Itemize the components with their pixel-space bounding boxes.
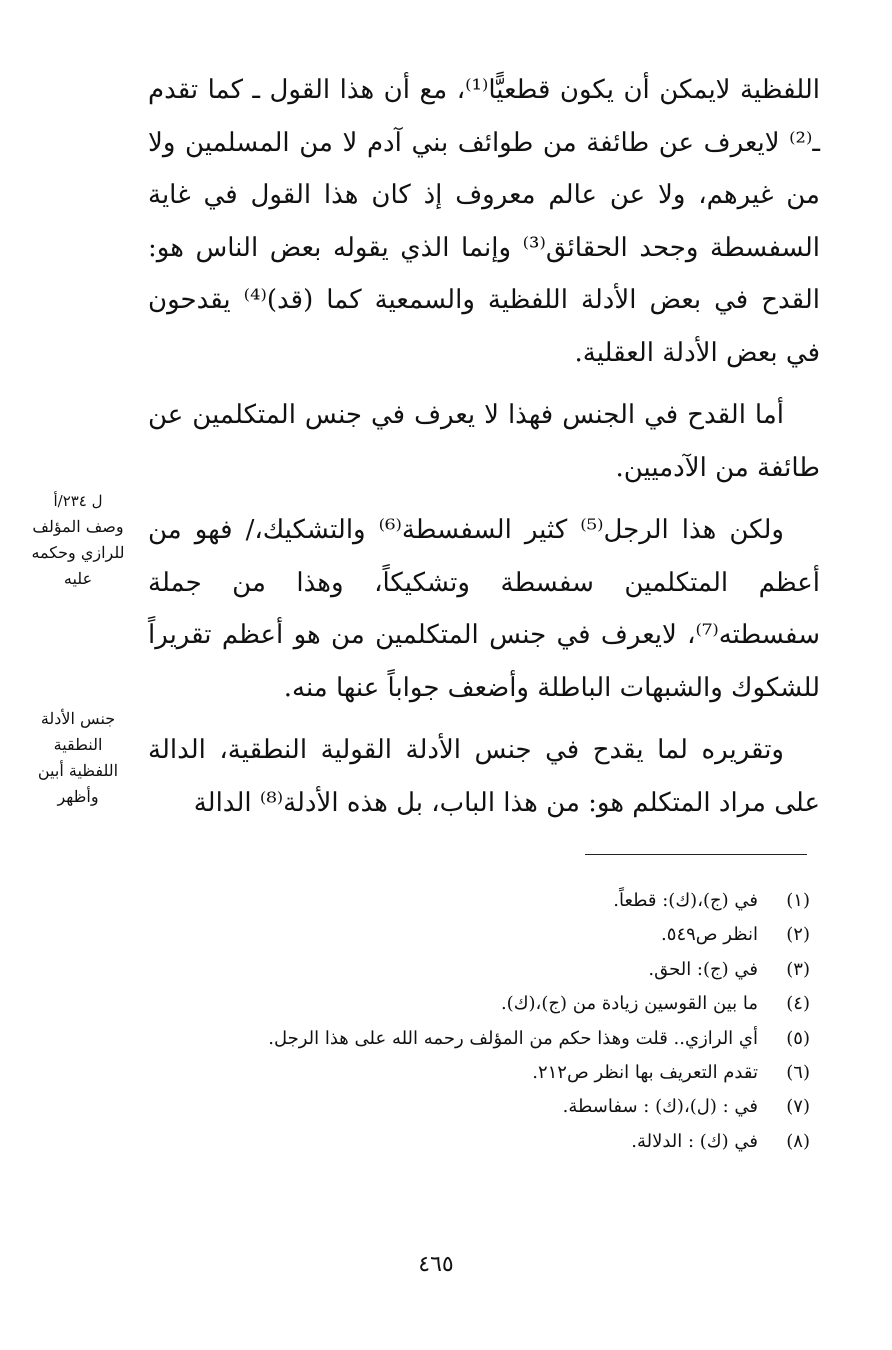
footnote-number: (٥) xyxy=(786,1027,810,1049)
paragraph-3: ولكن هذا الرجل⁽⁵⁾ كثير السفسطة⁽⁶⁾ والتشكيك،/ فهو من أعظم المتكلمين سفسطة وتشكيكاً، وهذا من جملة سفسطته⁽⁷⁾، لايعرف في جنس المتكلمين من هو أعظم تقريراً للشكوك والشبهات الباطلة وأضعف جواباً عنها منه. xyxy=(148,515,820,703)
footnote xyxy=(150,884,818,918)
footnote-number: (٢) xyxy=(786,924,810,946)
footnotes xyxy=(150,884,818,1159)
paragraph-4: وتقريره لما يقدح في جنس الأدلة القولية النطقية، الدالة على مراد المتكلم هو: من هذا الباب، بل هذه الأدلة⁽⁸⁾ الدالة xyxy=(148,735,820,818)
margin-note-author-on-razi xyxy=(28,488,128,592)
paragraph-2: أما القدح في الجنس فهذا لا يعرف في جنس المتكلمين عن طائفة من الآدميين. xyxy=(148,400,820,483)
footnote-text: في (ك) : الدلالة. xyxy=(631,1130,758,1152)
footnote-text: أي الرازي.. قلت وهذا حكم من المؤلف رحمه الله على هذا الرجل. xyxy=(268,1027,758,1049)
margin-note-verbal-evidence xyxy=(28,706,128,810)
footnote-separator xyxy=(585,854,807,855)
footnote-text: في (ج)،(ك): قطعاً. xyxy=(613,890,758,911)
footnote xyxy=(150,1022,818,1056)
footnote-number: (٧) xyxy=(786,1096,810,1118)
margin-note-text: وصف المؤلف للرازي وحكمه عليه xyxy=(31,517,125,588)
margin-note-text: جنس الأدلة النطقية اللفظية أبين وأظهر xyxy=(37,709,119,806)
main-text-body xyxy=(148,64,820,839)
page-number: ٤٦٥ xyxy=(418,1252,454,1277)
footnote-number: (٣) xyxy=(786,958,810,980)
footnote-text: في (ج): الحق. xyxy=(648,958,758,980)
footnote xyxy=(150,1125,818,1159)
footnote-text: انظر ص٥٤٩. xyxy=(661,924,758,946)
footnote-number: (١) xyxy=(786,890,810,911)
footnote-text: في : (ل)،(ك) : سفاسطة. xyxy=(562,1096,758,1118)
footnote xyxy=(150,953,818,987)
footnote xyxy=(150,918,818,952)
paragraph-1: اللفظية لايمكن أن يكون قطعيًّا⁽¹⁾، مع أن هذا القول ـ كما تقدم ـ⁽²⁾ لايعرف عن طائفة من طوائف بني آدم لا من المسلمين ولا من غيرهم، ولا عن عالم معروف إذ كان هذا القول في غاية السفسطة وجحد الحقائق⁽³⁾ وإنما الذي يقوله بعض الناس هو: القدح في بعض الأدلة اللفظية والسمعية كما (قد)⁽⁴⁾ يقدحون في بعض الأدلة العقلية. xyxy=(148,75,821,368)
footnote xyxy=(150,987,818,1021)
footnote-number: (٦) xyxy=(786,1062,810,1084)
footnote-number: (٤) xyxy=(786,993,810,1015)
footnote xyxy=(150,1090,818,1124)
footnote xyxy=(150,1056,818,1090)
footnote-text: ما بين القوسين زيادة من (ج)،(ك). xyxy=(500,993,758,1015)
footnote-text: تقدم التعريف بها انظر ص٢١٢. xyxy=(532,1062,758,1084)
footnote-number: (٨) xyxy=(786,1130,810,1152)
manuscript-folio-ref: ل ٢٣٤/أ xyxy=(53,492,103,510)
